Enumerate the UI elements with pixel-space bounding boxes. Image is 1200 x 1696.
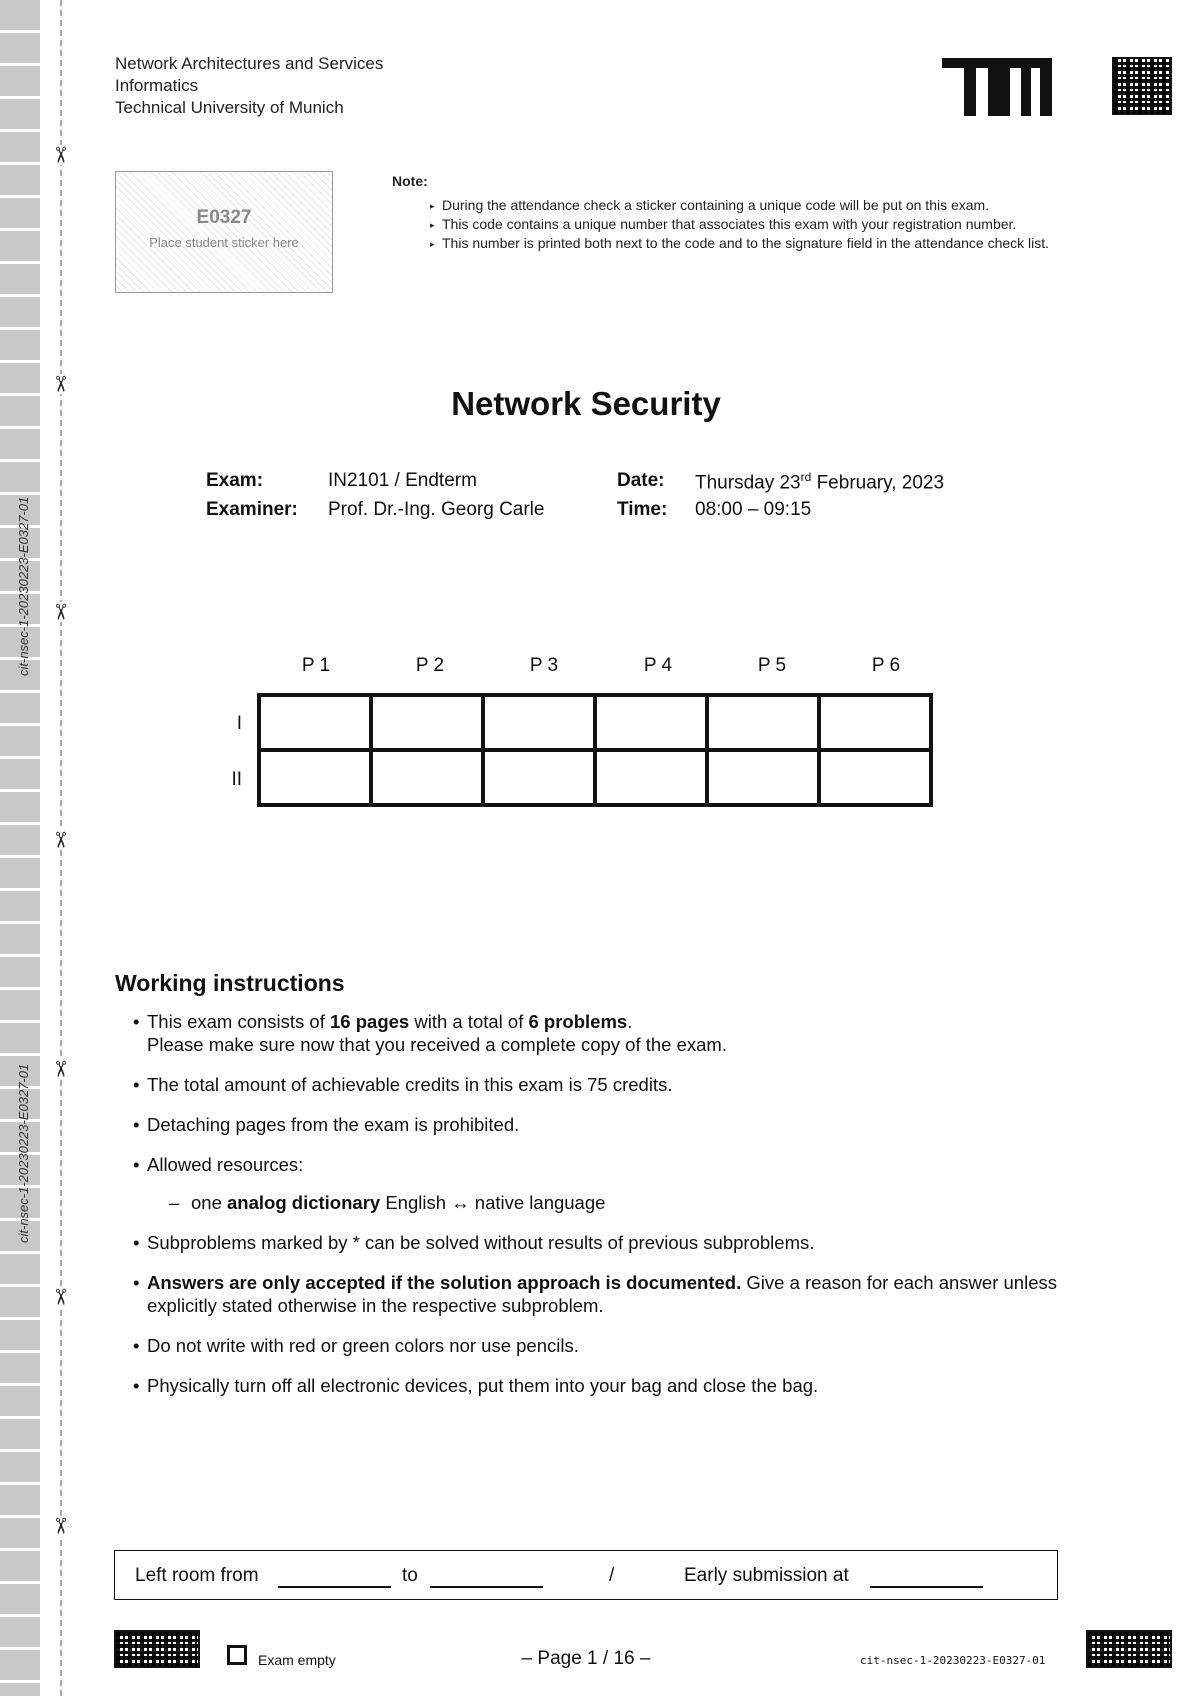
grid-cell <box>483 695 595 750</box>
tum-logo <box>942 58 1052 116</box>
note-item: ▸ This number is printed both next to the code and to the signature field in the attendance check list. <box>442 234 1057 253</box>
exam-title: Network Security <box>451 385 721 422</box>
examiner-value: Prof. Dr.-Ing. Georg Carle <box>328 499 545 520</box>
exam-value: IN2101 / Endterm <box>328 470 477 491</box>
organization-block <box>115 53 383 119</box>
exam-empty-label: Exam empty <box>258 1652 336 1668</box>
problem-header: P 1 <box>301 655 331 676</box>
problem-header: P 4 <box>643 655 673 676</box>
scissors-icon: ✂ <box>48 830 73 850</box>
problem-header: P 6 <box>871 655 901 676</box>
text: Please make sure now that you received a complete copy of the exam. <box>147 1034 727 1055</box>
grid-row <box>259 695 931 750</box>
instruction-subitem <box>191 1191 1057 1214</box>
instruction-item: • Do not write with red or green colors nor use pencils. <box>147 1334 1057 1357</box>
examiner-label: Examiner: <box>206 499 298 520</box>
note-block <box>392 172 1057 253</box>
date-day: Thursday 23 <box>695 472 801 494</box>
scissors-icon: ✂ <box>48 374 73 394</box>
vertical-exam-code: cit-nsec-1-20230223-E0327-01 <box>16 496 31 676</box>
grid-cell <box>483 750 595 805</box>
grading-grid <box>257 693 933 807</box>
instruction-item <box>147 1271 1057 1317</box>
footer-exam-code: cit-nsec-1-20230223-E0327-01 <box>860 1654 1046 1667</box>
early-submission-label: Early submission at <box>684 1565 849 1586</box>
page-count: 16 pages <box>330 1011 410 1032</box>
text: with a total of <box>409 1011 529 1032</box>
text: one <box>191 1192 228 1213</box>
page-number: – Page 1 / 16 – <box>521 1648 651 1669</box>
instruction-item <box>147 1010 1057 1056</box>
instruction-item: • Detaching pages from the exam is prohibited. <box>147 1113 1057 1136</box>
org-line: Network Architectures and Services <box>115 54 384 73</box>
note-item: ▸ This code contains a unique number that associates this exam with your registration number. <box>442 215 1057 234</box>
time-label: Time: <box>617 499 668 520</box>
grid-cell <box>819 695 931 750</box>
text: English ↔ native language <box>380 1192 606 1213</box>
grid-cell <box>371 750 483 805</box>
left-room-to-field[interactable] <box>430 1586 543 1588</box>
left-room-from-label: Left room from <box>135 1565 259 1586</box>
scissors-icon: ✂ <box>48 1287 73 1307</box>
grid-cell <box>707 695 819 750</box>
student-sticker-area <box>115 171 333 293</box>
left-room-box <box>114 1550 1058 1600</box>
grid-row-label: I <box>236 713 242 734</box>
qr-code-bottom-right <box>1086 1630 1172 1668</box>
problem-count: 6 problems <box>528 1011 628 1032</box>
qr-code-top <box>1112 57 1172 115</box>
instruction-item: • Subproblems marked by * can be solved without results of previous subproblems. <box>147 1231 1057 1254</box>
grid-cell <box>595 695 707 750</box>
grid-row-label: II <box>231 769 242 790</box>
grid-cell <box>595 750 707 805</box>
date-value <box>695 470 944 494</box>
note-title: Note: <box>392 173 428 189</box>
grid-cell <box>819 750 931 805</box>
scissors-icon: ✂ <box>48 602 73 622</box>
grid-row <box>259 750 931 805</box>
left-room-slash: / <box>609 1565 615 1586</box>
instructions-title: Working instructions <box>115 970 345 996</box>
grid-cell <box>371 695 483 750</box>
instruction-item: • Physically turn off all electronic devices, put them into your bag and close the bag. <box>147 1374 1057 1397</box>
grid-cell <box>707 750 819 805</box>
date-suffix: rd <box>800 470 812 484</box>
instructions-list <box>147 1010 1057 1414</box>
exam-label: Exam: <box>206 470 264 491</box>
time-value: 08:00 – 09:15 <box>695 499 812 520</box>
date-month-year: February, 2023 <box>811 472 945 494</box>
margin-strip <box>0 0 40 1696</box>
scissors-icon: ✂ <box>48 1516 73 1536</box>
org-line: Informatics <box>115 76 199 95</box>
early-submission-field[interactable] <box>870 1586 983 1588</box>
text: Answers are only accepted if the solution approach is documented. <box>147 1272 742 1293</box>
org-line: Technical University of Munich <box>115 98 344 117</box>
sticker-code: E0327 <box>196 207 252 228</box>
instruction-item: • Allowed resources: <box>147 1153 1057 1176</box>
scissors-icon: ✂ <box>48 1059 73 1079</box>
note-list <box>392 196 1057 253</box>
scissors-icon: ✂ <box>48 145 73 165</box>
note-item: ▸ During the attendance check a sticker containing a unique code will be put on this exam. <box>442 196 1057 215</box>
text: . <box>627 1011 633 1032</box>
left-room-to-label: to <box>402 1565 418 1586</box>
instruction-item: • The total amount of achievable credits in this exam is 75 credits. <box>147 1073 1057 1096</box>
problem-header: P 2 <box>415 655 445 676</box>
text: analog dictionary <box>227 1192 381 1213</box>
problem-header: P 5 <box>757 655 787 676</box>
left-room-from-field[interactable] <box>278 1586 391 1588</box>
grid-cell <box>259 750 371 805</box>
text: This exam consists of <box>147 1011 331 1032</box>
grid-cell <box>259 695 371 750</box>
text: Give a reason for each answer unless explicitly stated otherwise in the respective subproblem. <box>147 1272 1057 1316</box>
problem-header: P 3 <box>529 655 559 676</box>
sticker-text: Place student sticker here <box>149 235 299 250</box>
vertical-exam-code: cit-nsec-1-20230223-E0327-01 <box>16 1063 31 1243</box>
date-label: Date: <box>617 470 665 491</box>
